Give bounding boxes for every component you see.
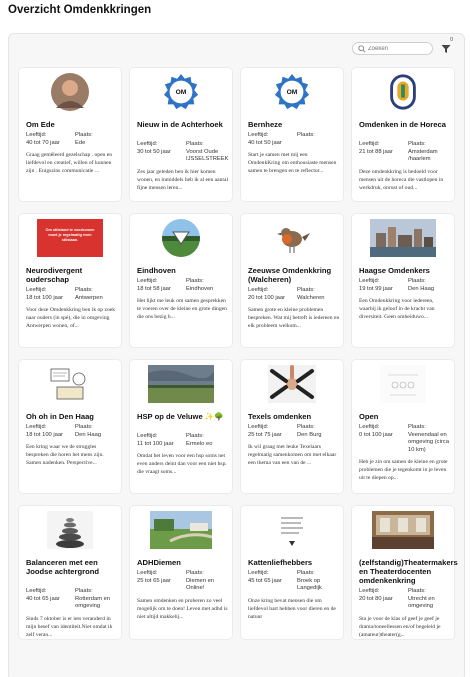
age-label: Leeftijd:	[359, 141, 380, 147]
card-image	[19, 506, 121, 554]
toolbar	[9, 34, 464, 60]
place-value: Amsterdam /haarlem	[408, 148, 438, 163]
place-value: Ede	[75, 139, 86, 146]
circle-card-om-ede[interactable]	[18, 67, 122, 202]
card-image	[352, 360, 454, 408]
age-range: 0 tot 100 jaar	[359, 431, 393, 438]
place-value: Den Haag	[408, 285, 435, 292]
card-image	[130, 506, 232, 554]
age-label: Leeftijd:	[248, 132, 269, 138]
age-label: Leeftijd:	[26, 424, 47, 430]
profile-photo	[50, 72, 90, 112]
place-label: Plaats:	[186, 433, 204, 439]
age-label: Leeftijd:	[359, 424, 380, 430]
age-label: Leeftijd:	[26, 287, 47, 293]
svg-text:OM: OM	[175, 88, 187, 96]
age-range: 18 tot 100 jaar	[26, 294, 64, 301]
age-label: Leeftijd:	[26, 132, 47, 138]
place-label: Plaats:	[186, 570, 204, 576]
circle-card-omdenken-in-de-horeca[interactable]	[351, 67, 455, 202]
age-range: 20 tot 80 jaar	[359, 595, 393, 602]
place-value: Utrecht en omgeving	[408, 595, 435, 610]
age-range: 18 tot 58 jaar	[137, 285, 171, 292]
city-photo	[370, 219, 436, 257]
age-range: 11 tot 100 jaar	[137, 440, 174, 447]
circle-card-oh-oh-in-den-haag[interactable]	[18, 359, 122, 494]
svg-text:OM: OM	[286, 88, 298, 96]
card-image	[241, 214, 343, 262]
card-image	[130, 214, 232, 262]
landscape-photo	[161, 218, 201, 258]
age-range: 19 tot 99 jaar	[359, 285, 393, 292]
card-image	[19, 360, 121, 408]
card-description: Sinds 7 oktober is er iets veranderd in mijn besef van identiteit.Niet omdat ik zelf veran...	[26, 615, 113, 638]
card-description: Omdat het leven voor een hsp soms net even anders deint dan voor een niet hsp. die vraagt soms...	[137, 453, 227, 476]
sketch-illustration	[380, 365, 426, 403]
card-description: Zes jaar geleden ben ik hier komen wonen, en inmiddels heb ik al een aantal fijne mensen leren...	[137, 168, 229, 191]
om-logo-icon	[162, 73, 200, 111]
age-range: 25 tot 65 jaar	[137, 577, 171, 584]
card-title: Nieuw in de Achterhoek	[137, 120, 223, 129]
place-label: Plaats:	[75, 588, 93, 594]
circle-card-open[interactable]	[351, 359, 455, 494]
place-label: Plaats:	[75, 132, 93, 138]
age-label: Leeftijd:	[248, 570, 269, 576]
card-title: Kattenliefhebbers	[248, 558, 313, 567]
om-logo-icon	[273, 73, 311, 111]
circle-card-eindhoven[interactable]	[129, 213, 233, 348]
card-description: Graag gemêleerd gezelschap . open en liefdevol en creatief, willen of kunnen zijn . Enigszins communicatie ...	[26, 152, 113, 175]
card-image	[352, 68, 454, 116]
card-description: Voor deze Omdenkkring ben ik op zoek naar ouders (in spé), die in omgeving Antwerpen wonen, of...	[26, 307, 116, 330]
card-image	[130, 360, 232, 408]
circle-card-hsp-op-de-veluwe[interactable]	[129, 359, 233, 494]
card-title: Om Ede	[26, 120, 55, 129]
card-image	[19, 214, 121, 262]
age-label: Leeftijd:	[26, 588, 47, 594]
page-title: Overzicht Omdenkkringen	[8, 4, 152, 16]
age-range: 30 tot 50 jaar	[137, 148, 171, 155]
place-value: Walcheren	[297, 294, 325, 301]
card-description: Start je samen met mij een OmdenkKring om enthousiaste mensen samen te brengen en te reflector...	[248, 152, 337, 175]
place-value: Broek op Langedijk	[297, 577, 322, 592]
card-description: Het lijkt me leuk om samen gesprekken te voeren over de kleine en grote dingen die ons bezig h...	[137, 298, 227, 321]
card-description: Onze kring bevat mensen die om liefdevol hart hebben voor dieren en de natuur	[248, 597, 336, 620]
place-label: Plaats:	[408, 278, 426, 284]
card-description: Samen omdenken en proberen zo veel mogelijk om te doen! Leven met adhd is niet altijd makkelij...	[137, 597, 228, 620]
circle-card-adhdiemen[interactable]	[129, 505, 233, 640]
card-title: ADHDiemen	[137, 558, 181, 567]
card-description: Samen grote en kleine problemen bespreken. Wat mij betreft is iedereen en elk probleem welkom...	[248, 307, 340, 330]
place-value: Voorst Oude IJSSELSTREEK	[186, 148, 229, 163]
card-image	[241, 506, 343, 554]
circle-card-kattenliefhebbers[interactable]	[240, 505, 344, 640]
card-description: Een kring waar we de struggles bespreken die horen het mens zijn. Samen nadenken. Perspective...	[26, 444, 104, 467]
age-label: Leeftijd:	[137, 141, 158, 147]
age-range: 25 tot 75 jaar	[248, 431, 282, 438]
card-image	[241, 360, 343, 408]
age-label: Leeftijd:	[248, 424, 269, 430]
hands-photo	[268, 365, 316, 403]
place-label: Plaats:	[297, 570, 315, 576]
filter-count-badge: 0	[450, 37, 454, 43]
age-range: 40 tot 50 jaar	[248, 139, 282, 146]
circle-card-haagse-omdenkers[interactable]	[351, 213, 455, 348]
place-value: Eindhoven	[186, 285, 214, 292]
place-label: Plaats:	[186, 278, 204, 284]
card-description: Ik wil graag met leuke Texelaars regelmatig samenkomen om met elkaar een thema van een van de ...	[248, 444, 337, 467]
card-title: Bernheze	[248, 120, 283, 129]
circles-panel	[8, 33, 465, 677]
search-box[interactable]	[352, 42, 433, 55]
place-value: Diemen en Online!	[186, 577, 215, 592]
circle-card-zeeuwse-omdenkkring-walcheren[interactable]	[240, 213, 344, 348]
card-image	[19, 68, 121, 116]
place-label: Plaats:	[408, 588, 426, 594]
search-input[interactable]	[368, 43, 430, 54]
card-title: Open	[359, 412, 379, 421]
card-title: Texels omdenken	[248, 412, 312, 421]
sketch-illustration	[47, 365, 93, 403]
age-range: 40 tot 70 jaar	[26, 139, 60, 146]
card-title: Neurodivergent ouderschap	[26, 266, 83, 284]
card-description: Sta je voor de klas of geef je geef je drama/toneellessen en/of begeleid je (amateur)theater(g...	[359, 615, 441, 638]
place-label: Plaats:	[408, 424, 426, 430]
robin-photo	[272, 219, 312, 257]
stones-photo	[47, 511, 93, 549]
age-label: Leeftijd:	[359, 278, 380, 284]
age-label: Leeftijd:	[137, 570, 158, 576]
card-description: Een Omdenkkring voor iedereen, waarbij ik geloof in de kracht van diversiteit. Geen omheiduwo...	[359, 298, 435, 321]
age-range: 45 tot 65 jaar	[248, 577, 282, 584]
age-label: Leeftijd:	[248, 287, 269, 293]
card-title: (zelfstandig)Theatermakers en Theaterdocenten omdenkenkring	[359, 558, 458, 585]
age-range: 40 tot 65 jaar	[26, 595, 60, 602]
age-label: Leeftijd:	[359, 588, 380, 594]
place-value: Rotterdam en omgeving	[75, 595, 111, 610]
place-label: Plaats:	[186, 141, 204, 147]
place-label: Plaats:	[75, 424, 93, 430]
card-title: Omdenken in de Horeca	[359, 120, 446, 129]
card-description: Heb je zin om samen de kleine en grote problemen die je tegenkomt in je leven uit te diepen op...	[359, 459, 448, 482]
circle-card-texels-omdenken[interactable]	[240, 359, 344, 494]
circle-card-balanceren-met-een-joodse-achtergrond[interactable]	[18, 505, 122, 640]
circle-card-bernheze[interactable]	[240, 67, 344, 202]
search-icon	[358, 45, 366, 53]
age-range: 21 tot 88 jaar	[359, 148, 393, 155]
cat-quote-image	[275, 510, 309, 550]
card-image	[352, 214, 454, 262]
card-image	[130, 68, 232, 116]
place-label: Plaats:	[408, 141, 426, 147]
place-label: Plaats:	[297, 287, 315, 293]
card-title: Oh oh in Den Haag	[26, 412, 94, 421]
card-description: Deze omdenkkring is bedoeld voor mensen uit de horeca die vastlopen in werkdruk, onrust of oud...	[359, 168, 444, 191]
place-value: Den Burg	[297, 431, 322, 438]
quote-banner: Om stilstand te voorkomen moet je regelmatig even stilstaan.	[37, 219, 103, 257]
card-image	[241, 68, 343, 116]
field-photo	[148, 365, 214, 403]
card-image	[352, 506, 454, 554]
horeca-logo-icon	[386, 73, 420, 111]
card-title: Eindhoven	[137, 266, 176, 275]
circle-card-zelfstandig-theatermakers-en-theaterdocenten-omdenkenkring[interactable]	[351, 505, 458, 640]
card-title: Zeeuwse Omdenkkring (Walcheren)	[248, 266, 332, 284]
place-value: Veenendaal en omgeving (circa 10 km)	[408, 431, 449, 453]
place-label: Plaats:	[75, 287, 93, 293]
circle-card-nieuw-in-de-achterhoek[interactable]	[129, 67, 233, 202]
circle-card-neurodivergent-ouderschap[interactable]	[18, 213, 122, 348]
age-label: Leeftijd:	[137, 278, 158, 284]
place-label: Plaats:	[297, 132, 315, 138]
place-value: Antwerpen	[75, 294, 103, 301]
card-title: Balanceren met een Joodse achtergrond	[26, 558, 99, 576]
age-range: 18 tot 100 jaar	[26, 431, 64, 438]
filter-button[interactable]	[441, 37, 455, 56]
place-value: Den Haag	[75, 431, 102, 438]
card-title: HSP op de Veluwe ✨🌳	[137, 412, 224, 421]
card-title: Haagse Omdenkers	[359, 266, 430, 275]
theater-room-photo	[372, 511, 434, 549]
place-value: Ermelo eo	[186, 440, 213, 447]
park-photo	[150, 511, 212, 549]
place-label: Plaats:	[297, 424, 315, 430]
age-range: 20 tot 100 jaar	[248, 294, 286, 301]
filter-icon	[441, 44, 451, 54]
age-label: Leeftijd:	[137, 433, 158, 439]
